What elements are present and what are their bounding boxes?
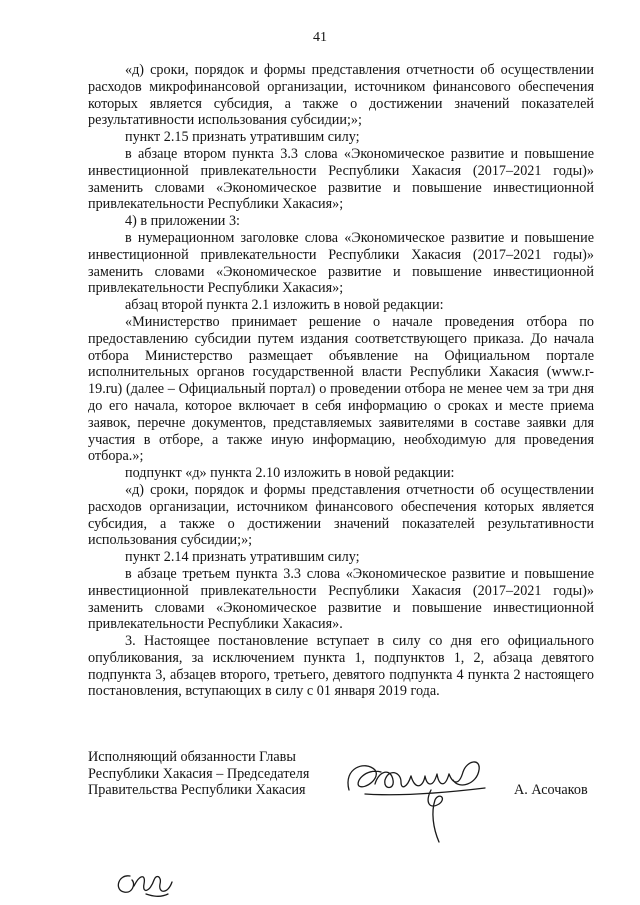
signer-name: А. Асочаков: [514, 782, 588, 798]
position-line: Правительства Республики Хакасия: [88, 782, 306, 798]
handwritten-signature: [335, 750, 505, 850]
paragraph: в абзаце третьем пункта 3.3 слова «Экономическое развитие и повышение инвестиционной привлекательности Республики Хакасия (2017–2021 годы)» заменить словами «Экономическое развитие и повышение инвестиционной привлекательности Республики Хакасия».: [88, 565, 594, 633]
paragraph: 3. Настоящее постановление вступает в силу со дня его официального опубликования, за исключением пункта 1, подпунктов 1, 2, абзаца девятого подпункта 3, абзацев второго, третьего, девятого подпункта 4 пункта 2 настоящего постановления, вступающих в силу с 01 января 2019 года.: [88, 633, 594, 700]
position-line: Исполняющий обязанности Главы: [88, 749, 296, 765]
paragraph: «д) сроки, порядок и формы представления отчетности об осуществлении расходов организации, источником финансового обеспечения которых является субсидия, а также о достижении значений показателей результативности использования субсидии;»;: [88, 481, 594, 549]
signatory-position: [88, 749, 318, 799]
document-body: [88, 62, 594, 700]
paragraph: абзац второй пункта 2.1 изложить в новой редакции:: [125, 297, 444, 314]
position-line: Республики Хакасия – Председателя: [88, 765, 310, 782]
paragraph: пункт 2.15 признать утратившим силу;: [125, 129, 360, 146]
paragraph: в абзаце втором пункта 3.3 слова «Экономическое развитие и повышение инвестиционной привлекательности Республики Хакасия (2017–2021 годы)» заменить словами «Экономическое развитие и повышение инвестиционной привлекательности Республики Хакасия»;: [88, 145, 594, 213]
handwritten-initials: [110, 868, 175, 902]
paragraph: в нумерационном заголовке слова «Экономическое развитие и повышение инвестиционной привлекательности Республики Хакасия (2017–2021 годы)» заменить словами «Экономическое развитие и повышение инвестиционной привлекательности Республики Хакасия»;: [88, 229, 594, 297]
paragraph: пункт 2.14 признать утратившим силу;: [125, 549, 360, 566]
paragraph: подпункт «д» пункта 2.10 изложить в новой редакции:: [125, 465, 455, 482]
page-number: 41: [313, 30, 327, 45]
paragraph: «д) сроки, порядок и формы представления отчетности об осуществлении расходов микрофинансовой организации, источником финансового обеспечения которых является субсидия, а также о достижении значений показателей результативности использования субсидии;»;: [88, 62, 594, 129]
paragraph: 4) в приложении 3:: [125, 213, 240, 230]
paragraph: «Министерство принимает решение о начале проведения отбора по предоставлению субсидии путем издания соответствующего приказа. До начала отбора Министерство размещает объявление на Официальном портале исполнительных органов государственной власти Республики Хакасия (www.r-19.ru) (далее – Официальный портал) о проведении отбора не менее чем за три дня до его начала, которое включает в себя информацию о сроках и месте приема заявок, перечне документов, представляемых заявителями в составе заявки для участия в отборе, а также иную информацию, необходимую для проведения отбора.»;: [88, 313, 594, 465]
